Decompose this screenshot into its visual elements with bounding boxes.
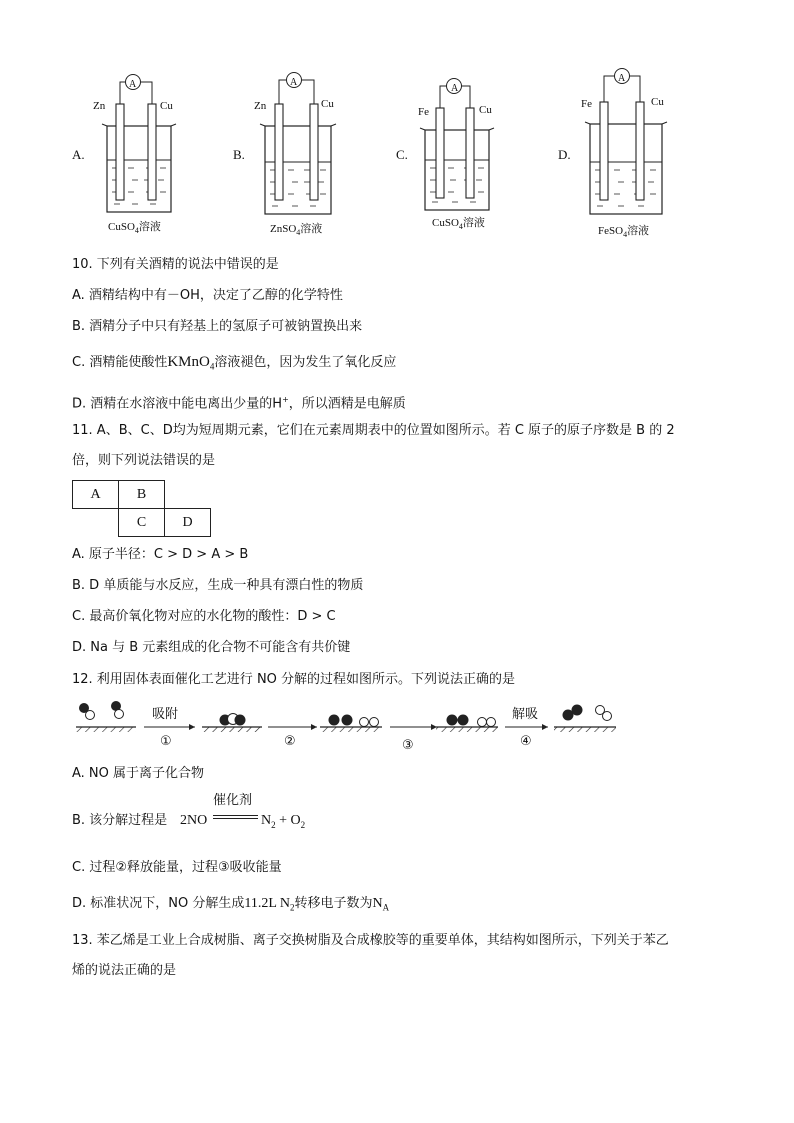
- surface-4: [436, 715, 498, 733]
- q9-a-right-label: Cu: [160, 100, 173, 112]
- equation-lhs: 2NO: [180, 813, 208, 828]
- q12-step4-below: ④: [520, 734, 532, 749]
- q10-option-d: D. 酒精在水溶液中能电离出少量的H+，所以酒精是电解质: [72, 395, 406, 412]
- q9-d-right-label: Cu: [651, 96, 664, 108]
- q12-step2-below: ②: [284, 734, 296, 749]
- q11-option-a: A. 原子半径：C > D > A > B: [72, 547, 249, 562]
- q9-cell-d-diagram: [572, 62, 692, 232]
- q11-option-c: C. 最高价氧化物对应的水化物的酸性：D > C: [72, 609, 336, 624]
- q10-stem: 10. 下列有关酒精的说法中错误的是: [72, 257, 279, 272]
- q9-c-meter-label: A: [451, 83, 459, 94]
- q9-d-left-label: Fe: [581, 98, 592, 110]
- surface-1: [76, 701, 136, 732]
- equation-bar: [213, 815, 258, 816]
- q9-a-left-label: Zn: [93, 100, 106, 112]
- q9-c-left-label: Fe: [418, 106, 429, 118]
- right-electrode: [310, 104, 318, 200]
- cell-a: A: [73, 481, 119, 509]
- q9-cell-a-diagram: [88, 68, 208, 238]
- surface-5: [554, 705, 616, 733]
- arrow-3: [390, 724, 437, 730]
- q10-option-b: B. 酒精分子中只有羟基上的氢原子可被钠置换出来: [72, 319, 363, 334]
- q9-a-solution: CuSO$_4$溶液: [108, 221, 161, 236]
- right-electrode: [636, 102, 644, 200]
- o-atom: [115, 710, 124, 719]
- q12-option-b-prefix: B. 该分解过程是: [72, 813, 168, 828]
- surface-3: [320, 715, 382, 733]
- equation-bar: [213, 818, 258, 819]
- arrow-1: [144, 724, 195, 730]
- q9-d-solution: FeSO$_4$溶液: [598, 225, 650, 240]
- q9-cell-c-diagram: [410, 72, 530, 232]
- cell-b: B: [119, 481, 165, 509]
- equation-rhs: $N_2 + O_2$: [261, 813, 306, 830]
- q13-stem-line2: 烯的说法正确的是: [72, 963, 177, 978]
- q9-d-meter-label: A: [618, 73, 626, 84]
- q11-stem-line2: 倍，则下列说法错误的是: [72, 453, 216, 468]
- q12-step1-above: 吸附: [152, 707, 179, 722]
- q11-option-b: B. D 单质能与水反应，生成一种具有漂白性的物质: [72, 578, 364, 593]
- o-atom: [86, 711, 95, 720]
- surface-2: [202, 714, 262, 733]
- q11-periodic-table-grid: [72, 480, 211, 537]
- q12-step3-below: ③: [402, 738, 414, 753]
- left-electrode: [600, 102, 608, 200]
- q10-option-a: A. 酒精结构中有－OH，决定了乙醇的化学特性: [72, 288, 343, 303]
- q9-option-d-letter: D.: [558, 147, 571, 162]
- cell-c: C: [119, 509, 165, 537]
- q12-stem: 12. 利用固体表面催化工艺进行 NO 分解的过程如图所示。下列说法正确的是: [72, 672, 516, 687]
- q9-c-solution: CuSO$_4$溶液: [432, 217, 485, 232]
- catalyst-label: 催化剂: [213, 793, 253, 808]
- q12-option-d: D. 标准状况下，NO 分解生成11.2L $N_2$转移电子数为$N_A$: [72, 896, 390, 913]
- left-electrode: [116, 104, 124, 200]
- q13-stem-line1: 13. 苯乙烯是工业上合成树脂、离子交换树脂及合成橡胶等的重要单体，其结构如图所示，下列关于苯乙: [72, 933, 669, 948]
- q12-step1-below: ①: [160, 734, 172, 749]
- q12-process-diagram: [70, 696, 630, 756]
- cell-empty: [165, 481, 211, 509]
- q12-option-a: A. NO 属于离子化合物: [72, 766, 205, 781]
- q9-b-right-label: Cu: [321, 98, 334, 110]
- q12-step4-above: 解吸: [512, 707, 539, 722]
- q9-option-b-letter: B.: [233, 147, 245, 162]
- right-electrode: [466, 108, 474, 198]
- q12-option-c: C. 过程②释放能量，过程③吸收能量: [72, 860, 282, 875]
- right-electrode: [148, 104, 156, 200]
- q9-option-a-letter: A.: [72, 147, 85, 162]
- left-electrode: [275, 104, 283, 200]
- q9-b-meter-label: A: [290, 77, 298, 88]
- q9-c-right-label: Cu: [479, 104, 492, 116]
- cell-empty: [73, 509, 119, 537]
- arrow-4: [505, 724, 548, 730]
- q9-option-c-letter: C.: [396, 147, 408, 162]
- q9-a-meter-label: A: [129, 79, 137, 90]
- q11-stem-line1: 11. A、B、C、D均为短周期元素，它们在元素周期表中的位置如图所示。若 C 原子的原子序数是 B 的 2: [72, 423, 675, 438]
- left-electrode: [436, 108, 444, 198]
- q10-option-c: C. 酒精能使酸性KMnO$_4$溶液褪色，因为发生了氧化反应: [72, 354, 397, 372]
- cell-d: D: [165, 509, 211, 537]
- arrow-2: [268, 724, 317, 730]
- q9-b-left-label: Zn: [254, 100, 267, 112]
- q9-cell-b-diagram: [248, 66, 368, 236]
- q11-option-d: D. Na 与 B 元素组成的化合物不可能含有共价键: [72, 640, 351, 655]
- beaker: [425, 130, 489, 210]
- q9-b-solution: ZnSO$_4$溶液: [270, 223, 323, 238]
